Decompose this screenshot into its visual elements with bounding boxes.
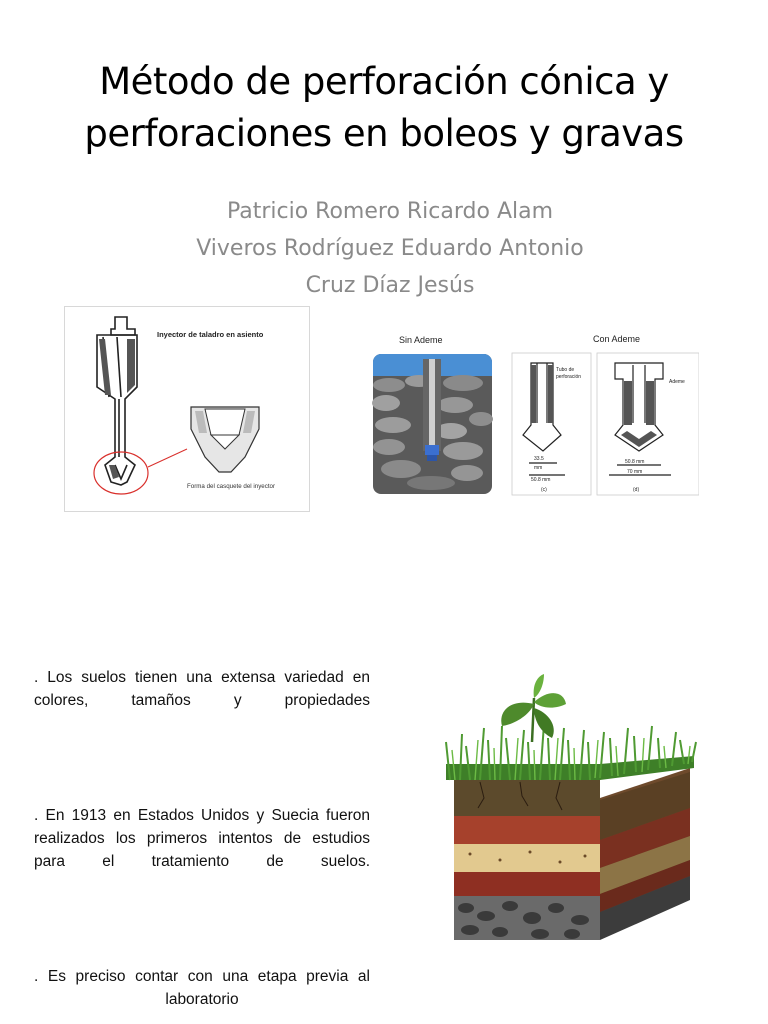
dim-c-3: 50.8 mm <box>531 477 551 483</box>
grass-layer <box>446 724 696 780</box>
author-1: Patricio Romero Ricardo Alam <box>226 199 554 224</box>
injector-bottom-label: Forma del casquete del inyector <box>187 483 276 490</box>
injector-drawing <box>65 307 309 511</box>
tubo-label-2: perforación <box>556 374 582 380</box>
sin-ademe-label: Sin Ademe <box>399 335 443 345</box>
seedling <box>501 674 566 742</box>
title-line-1: Método de perforación cónica y <box>99 60 669 103</box>
dim-c-2: mm <box>534 465 543 471</box>
con-ademe-label: Con Ademe <box>593 334 641 344</box>
author-2: Viveros Rodríguez Eduardo Antonio <box>196 236 584 261</box>
injector-cap-detail <box>191 407 259 472</box>
paragraph-history: . En 1913 en Estados Unidos y Suecia fueron realizados los primeros intentos de estudios para el tratamiento de suelos. <box>34 807 370 870</box>
ademe-label: Ademe <box>669 379 685 385</box>
ademe-figure <box>371 323 699 498</box>
paragraph-soil-variety: . Los suelos tienen una extensa variedad en colores, tamaños y propiedades <box>34 669 370 709</box>
dim-d-1: 50.8 mm <box>625 459 645 465</box>
injector-hatch <box>99 339 135 479</box>
author-3: Cruz Díaz Jesús <box>305 273 475 298</box>
caption-d: (d) <box>633 487 640 493</box>
slide-title <box>0 56 768 160</box>
highlight-connector <box>148 449 187 467</box>
title-line-2: perforaciones en boleos y gravas <box>84 112 684 155</box>
paragraph-lab-stage: . Es preciso contar con una etapa previa al laboratorio <box>34 968 370 1008</box>
soil-cube-drawing <box>440 668 702 968</box>
tubo-label-1: Tubo de <box>556 367 575 373</box>
soil-cube-illustration <box>440 668 702 968</box>
injector-figure <box>64 306 310 512</box>
soil-right-face <box>600 768 690 940</box>
gravel-photo <box>372 354 493 494</box>
injector-tip-highlight <box>94 452 148 494</box>
injector-top-label: Inyector de taladro en asiento <box>157 330 264 339</box>
dim-c-1: 33.5 <box>534 456 544 462</box>
author-list <box>0 193 768 304</box>
dim-d-2: 70 mm <box>627 469 643 475</box>
ademe-drawing <box>371 323 699 498</box>
caption-c: (c) <box>541 487 547 493</box>
